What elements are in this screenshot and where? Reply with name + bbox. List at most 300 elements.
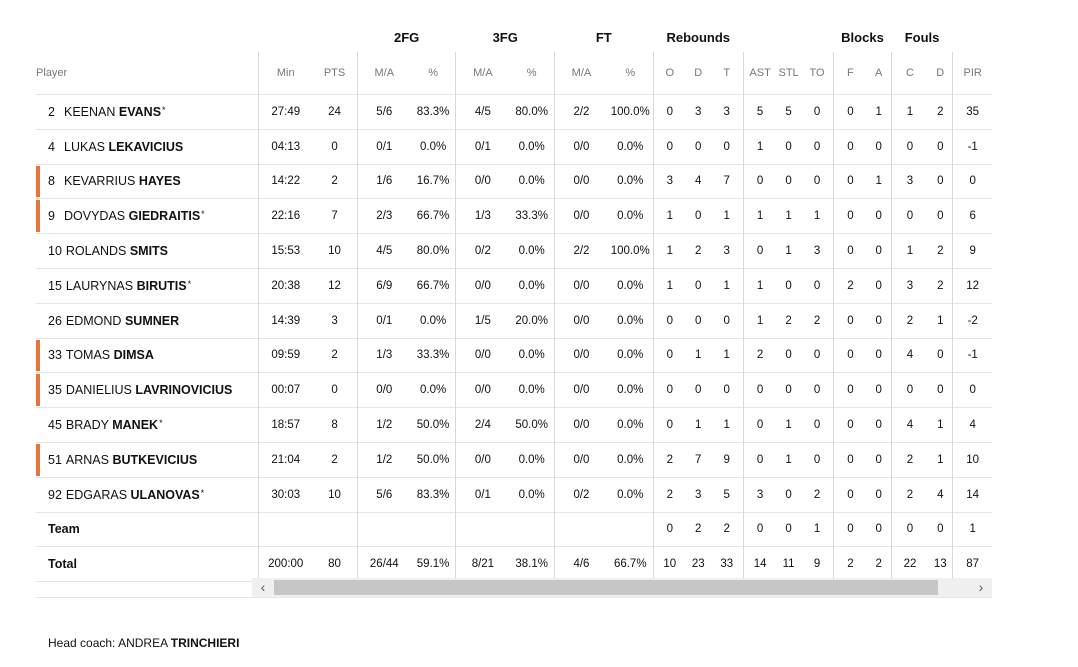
stat-ft-ma: 0/0 xyxy=(555,338,608,373)
player-first-name: EDMOND xyxy=(65,313,122,328)
player-cell xyxy=(36,199,259,234)
stat-reb-d: 2 xyxy=(686,234,711,269)
stat-2fg-pct: 80.0% xyxy=(411,234,456,269)
stat-blk-a: 0 xyxy=(867,268,892,303)
stat-ast: 14 xyxy=(743,547,776,582)
stat-2fg-pct: 50.0% xyxy=(411,408,456,443)
player-first-name: KEVARRIUS xyxy=(64,174,136,189)
stat-blk-a: 1 xyxy=(867,164,892,199)
stat-3fg-ma: 0/1 xyxy=(456,129,509,164)
table-row[interactable] xyxy=(36,95,992,130)
stat-3fg-ma xyxy=(456,512,509,547)
col-header-3fg-pct: % xyxy=(526,67,537,79)
player-cell xyxy=(36,442,259,477)
stat-pts: 0 xyxy=(312,129,357,164)
stat-blk-a: 0 xyxy=(867,338,892,373)
stat-ast: 0 xyxy=(743,234,776,269)
stat-blk-f: 2 xyxy=(834,268,867,303)
player-last-name: ULANOVAS xyxy=(130,487,200,502)
stat-blk-a: 0 xyxy=(867,477,892,512)
head-coach xyxy=(48,636,239,650)
stat-min: 09:59 xyxy=(259,338,312,373)
stat-ft-ma: 4/6 xyxy=(555,547,608,582)
player-last-name: BIRUTIS xyxy=(136,278,187,293)
col-header-blk-f: F xyxy=(834,52,867,95)
stat-foul-d: 13 xyxy=(928,547,953,582)
stat-foul-c: 0 xyxy=(891,129,928,164)
stat-3fg-pct: 0.0% xyxy=(509,477,554,512)
stat-blk-a: 0 xyxy=(867,512,892,547)
stat-pir: -1 xyxy=(953,338,992,373)
stat-ft-pct: 0.0% xyxy=(608,303,653,338)
column-header-row xyxy=(36,52,992,95)
stat-min: 14:39 xyxy=(259,303,312,338)
stat-foul-d: 1 xyxy=(928,442,953,477)
starter-mark: * xyxy=(200,487,205,498)
player-number: 9 xyxy=(48,209,55,224)
stat-min: 22:16 xyxy=(259,199,312,234)
stat-reb-o: 1 xyxy=(653,268,686,303)
player-cell xyxy=(36,234,259,269)
stat-reb-t: 0 xyxy=(711,373,744,408)
stat-reb-o: 0 xyxy=(653,512,686,547)
stat-foul-d: 0 xyxy=(928,164,953,199)
stat-3fg-pct: 38.1% xyxy=(509,547,554,582)
player-last-name: MANEK xyxy=(112,418,159,433)
player-cell xyxy=(36,477,259,512)
stat-ft-ma: 0/0 xyxy=(555,303,608,338)
player-first-name: EDGARAS xyxy=(65,487,128,502)
stat-foul-c: 3 xyxy=(891,268,928,303)
stat-2fg-ma: 1/3 xyxy=(357,338,410,373)
team-row-label: Team xyxy=(36,512,259,547)
stat-ast: 2 xyxy=(743,338,776,373)
stat-to: 0 xyxy=(801,268,834,303)
stat-blk-a: 1 xyxy=(867,95,892,130)
stat-to: 3 xyxy=(801,234,834,269)
stat-to: 0 xyxy=(801,164,834,199)
stat-to: 0 xyxy=(801,95,834,130)
stat-ast: 0 xyxy=(743,164,776,199)
stat-ast: 0 xyxy=(743,442,776,477)
stat-2fg-pct: 33.3% xyxy=(411,338,456,373)
starter-mark: * xyxy=(162,104,166,115)
stat-blk-a: 2 xyxy=(867,547,892,582)
player-first-name: BRADY xyxy=(65,418,109,433)
stat-pir: 10 xyxy=(953,442,992,477)
stat-min: 200:00 xyxy=(259,547,312,582)
table-row[interactable] xyxy=(36,442,992,477)
stat-to: 1 xyxy=(801,512,834,547)
stat-foul-c: 3 xyxy=(891,164,928,199)
player-last-name: SMITS xyxy=(129,244,169,259)
stat-stl: 11 xyxy=(776,547,801,582)
stat-3fg-ma: 2/4 xyxy=(456,408,509,443)
player-first-name: ARNAS xyxy=(65,452,109,467)
stat-2fg-ma: 5/6 xyxy=(357,477,410,512)
stat-reb-d: 7 xyxy=(686,442,711,477)
stat-ft-pct: 0.0% xyxy=(608,373,653,408)
group-header-blank-3 xyxy=(743,22,833,52)
stat-foul-d: 0 xyxy=(928,512,953,547)
stat-ast: 0 xyxy=(743,512,776,547)
stat-pts xyxy=(312,512,357,547)
head-coach-prefix: Head coach: xyxy=(48,636,119,650)
stat-reb-t: 1 xyxy=(711,408,744,443)
stat-3fg-ma: 0/0 xyxy=(456,164,509,199)
stat-reb-t: 5 xyxy=(711,477,744,512)
player-number: 15 xyxy=(48,278,62,293)
stat-3fg-ma: 0/1 xyxy=(456,477,509,512)
group-header-blank-4 xyxy=(953,22,992,52)
stat-to: 0 xyxy=(801,373,834,408)
stat-ft-pct: 0.0% xyxy=(608,164,653,199)
stat-reb-d: 3 xyxy=(686,477,711,512)
scrollbar-thumb[interactable] xyxy=(274,580,938,595)
group-header-fouls: Fouls xyxy=(904,29,940,45)
stat-stl: 0 xyxy=(776,268,801,303)
stat-min: 00:07 xyxy=(259,373,312,408)
stat-blk-a: 0 xyxy=(867,442,892,477)
stat-foul-c: 4 xyxy=(891,338,928,373)
stat-stl: 0 xyxy=(776,373,801,408)
stat-min: 30:03 xyxy=(259,477,312,512)
stat-2fg-ma: 1/2 xyxy=(357,408,410,443)
stat-blk-a: 0 xyxy=(867,373,892,408)
stat-reb-t: 0 xyxy=(711,303,744,338)
player-number: 4 xyxy=(48,139,55,154)
col-header-ft-ma: M/A xyxy=(555,52,608,95)
player-cell xyxy=(36,95,259,130)
table-row[interactable] xyxy=(36,408,992,443)
col-header-2fg-pct: % xyxy=(428,67,438,79)
stat-ft-pct: 0.0% xyxy=(608,129,653,164)
player-last-name: GIEDRAITIS xyxy=(128,209,201,224)
player-first-name: LUKAS xyxy=(64,139,105,154)
stat-foul-c: 2 xyxy=(891,303,928,338)
player-cell xyxy=(36,303,259,338)
stat-foul-d: 2 xyxy=(928,268,953,303)
stat-blk-f: 0 xyxy=(834,408,867,443)
col-header-player: Player xyxy=(36,67,68,79)
stat-min: 18:57 xyxy=(259,408,312,443)
stat-reb-o: 2 xyxy=(653,477,686,512)
stat-foul-d: 0 xyxy=(928,338,953,373)
stat-to: 0 xyxy=(801,442,834,477)
stat-foul-c: 1 xyxy=(891,234,928,269)
divider xyxy=(36,597,992,598)
stat-foul-c: 0 xyxy=(891,199,928,234)
stat-2fg-ma: 0/0 xyxy=(357,373,410,408)
player-first-name: DANIELIUS xyxy=(65,383,132,398)
stat-2fg-ma: 0/1 xyxy=(357,129,410,164)
player-last-name: SUMNER xyxy=(124,313,180,328)
stat-ast: 1 xyxy=(743,268,776,303)
stat-stl: 0 xyxy=(776,512,801,547)
table-row[interactable] xyxy=(36,338,992,373)
col-header-ast: AST xyxy=(743,52,776,95)
stat-pir: 87 xyxy=(953,547,992,582)
stat-pts: 10 xyxy=(312,477,357,512)
stat-ft-pct: 100.0% xyxy=(608,234,653,269)
player-number: 35 xyxy=(48,383,62,398)
stat-reb-t: 0 xyxy=(711,129,744,164)
table-row[interactable] xyxy=(36,268,992,303)
stat-reb-o: 0 xyxy=(653,95,686,130)
stat-ast: 3 xyxy=(743,477,776,512)
stat-stl: 1 xyxy=(776,408,801,443)
scroll-left-icon[interactable]: ‹ xyxy=(260,579,266,595)
stat-reb-o: 0 xyxy=(653,129,686,164)
group-header-row xyxy=(36,22,992,52)
stat-ft-pct: 0.0% xyxy=(608,199,653,234)
total-row-label: Total xyxy=(36,547,259,582)
head-coach-first-name: ANDREA xyxy=(118,636,168,650)
stat-to: 2 xyxy=(801,477,834,512)
stat-2fg-ma xyxy=(357,512,410,547)
group-header-rebounds: Rebounds xyxy=(666,29,731,45)
stat-3fg-pct: 0.0% xyxy=(509,268,554,303)
player-cell xyxy=(36,338,259,373)
stat-to: 0 xyxy=(801,129,834,164)
stat-blk-f: 0 xyxy=(834,477,867,512)
player-number: 45 xyxy=(48,418,62,433)
stat-pts: 8 xyxy=(312,408,357,443)
stat-pts: 24 xyxy=(312,95,357,130)
stat-3fg-pct: 0.0% xyxy=(509,442,554,477)
stat-pir: 0 xyxy=(953,373,992,408)
player-number: 92 xyxy=(48,487,62,502)
stat-blk-f: 2 xyxy=(834,547,867,582)
col-header-blk-a: A xyxy=(875,67,883,79)
stat-blk-f: 0 xyxy=(834,303,867,338)
stat-reb-d: 0 xyxy=(686,199,711,234)
player-last-name: LAVRINOVICIUS xyxy=(135,383,233,398)
head-coach-last-name: TRINCHIERI xyxy=(170,636,240,650)
stat-reb-d: 1 xyxy=(686,338,711,373)
stat-3fg-ma: 1/3 xyxy=(456,199,509,234)
table-row[interactable] xyxy=(36,303,992,338)
stat-foul-c: 0 xyxy=(891,512,928,547)
stat-reb-d: 23 xyxy=(686,547,711,582)
stat-blk-a: 0 xyxy=(867,199,892,234)
stat-blk-f: 0 xyxy=(834,234,867,269)
table-row[interactable] xyxy=(36,234,992,269)
stat-reb-t: 1 xyxy=(711,268,744,303)
stat-blk-a: 0 xyxy=(867,408,892,443)
stat-3fg-pct: 33.3% xyxy=(509,199,554,234)
stat-foul-c: 0 xyxy=(891,373,928,408)
player-first-name: TOMAS xyxy=(65,348,111,363)
stat-ft-ma: 0/0 xyxy=(555,268,608,303)
substitution-marker xyxy=(36,166,40,198)
scroll-right-icon[interactable]: › xyxy=(978,579,984,595)
stat-blk-f: 0 xyxy=(834,512,867,547)
group-header-ft: FT xyxy=(595,29,612,45)
stat-2fg-ma: 0/1 xyxy=(357,303,410,338)
stat-2fg-pct: 16.7% xyxy=(411,164,456,199)
player-first-name: LAURYNAS xyxy=(65,278,134,293)
stat-2fg-pct: 83.3% xyxy=(411,477,456,512)
player-number: 51 xyxy=(48,452,62,467)
horizontal-scrollbar[interactable] xyxy=(252,578,992,597)
player-number: 33 xyxy=(48,348,62,363)
stat-2fg-pct: 0.0% xyxy=(411,129,456,164)
stat-3fg-ma: 0/0 xyxy=(456,268,509,303)
stat-reb-d: 3 xyxy=(686,95,711,130)
player-cell xyxy=(36,129,259,164)
stat-3fg-ma: 0/0 xyxy=(456,442,509,477)
stat-reb-t: 9 xyxy=(711,442,744,477)
starter-mark: * xyxy=(201,209,205,220)
player-number: 26 xyxy=(48,313,62,328)
stat-to: 0 xyxy=(801,338,834,373)
stat-blk-a: 0 xyxy=(867,303,892,338)
stat-2fg-ma: 1/6 xyxy=(357,164,410,199)
stat-2fg-pct: 0.0% xyxy=(411,373,456,408)
substitution-marker xyxy=(36,374,40,406)
stat-reb-t: 3 xyxy=(711,95,744,130)
stat-2fg-ma: 2/3 xyxy=(357,199,410,234)
stat-reb-d: 0 xyxy=(686,129,711,164)
stat-ft-pct xyxy=(608,512,653,547)
stat-foul-d: 0 xyxy=(928,199,953,234)
stat-2fg-pct: 66.7% xyxy=(411,268,456,303)
stat-ast: 0 xyxy=(743,408,776,443)
stat-min: 04:13 xyxy=(259,129,312,164)
stat-3fg-pct: 0.0% xyxy=(509,373,554,408)
stat-ft-pct: 0.0% xyxy=(608,408,653,443)
stat-to: 1 xyxy=(801,199,834,234)
table-row[interactable] xyxy=(36,477,992,512)
stat-blk-f: 0 xyxy=(834,199,867,234)
stat-foul-d: 0 xyxy=(928,129,953,164)
stat-reb-t: 7 xyxy=(711,164,744,199)
col-header-stl: STL xyxy=(778,67,799,79)
stat-stl: 0 xyxy=(776,338,801,373)
player-cell xyxy=(36,373,259,408)
stat-to: 9 xyxy=(801,547,834,582)
stat-2fg-ma: 1/2 xyxy=(357,442,410,477)
stat-reb-d: 0 xyxy=(686,303,711,338)
stat-min: 20:38 xyxy=(259,268,312,303)
stat-reb-d: 4 xyxy=(686,164,711,199)
stat-3fg-ma: 0/2 xyxy=(456,234,509,269)
stat-stl: 2 xyxy=(776,303,801,338)
stat-pir: 6 xyxy=(953,199,992,234)
stat-blk-f: 0 xyxy=(834,442,867,477)
stat-reb-o: 2 xyxy=(653,442,686,477)
team-row xyxy=(36,512,992,547)
stat-2fg-pct: 66.7% xyxy=(411,199,456,234)
stat-pir: 0 xyxy=(953,164,992,199)
stat-blk-f: 0 xyxy=(834,95,867,130)
stat-stl: 1 xyxy=(776,442,801,477)
stat-pts: 3 xyxy=(312,303,357,338)
stat-3fg-ma: 0/0 xyxy=(456,338,509,373)
stat-pir: 14 xyxy=(953,477,992,512)
stat-reb-o: 0 xyxy=(653,338,686,373)
stat-pts: 2 xyxy=(312,338,357,373)
table-row[interactable] xyxy=(36,164,992,199)
stat-foul-c: 2 xyxy=(891,442,928,477)
stat-ft-pct: 0.0% xyxy=(608,338,653,373)
stat-ft-ma: 0/0 xyxy=(555,442,608,477)
player-cell xyxy=(36,268,259,303)
boxscore-table-container xyxy=(36,22,992,582)
table-row[interactable] xyxy=(36,199,992,234)
col-header-reb-o: O xyxy=(653,52,686,95)
table-row[interactable] xyxy=(36,373,992,408)
stat-foul-c: 2 xyxy=(891,477,928,512)
stat-reb-o: 1 xyxy=(653,234,686,269)
stat-min: 14:22 xyxy=(259,164,312,199)
stat-ft-ma: 0/2 xyxy=(555,477,608,512)
player-last-name: DIMSA xyxy=(113,348,154,363)
stat-2fg-ma: 5/6 xyxy=(357,95,410,130)
table-row[interactable] xyxy=(36,129,992,164)
stat-3fg-pct: 0.0% xyxy=(509,129,554,164)
stat-2fg-pct: 59.1% xyxy=(411,547,456,582)
stat-3fg-ma: 8/21 xyxy=(456,547,509,582)
stat-reb-o: 0 xyxy=(653,303,686,338)
player-last-name: HAYES xyxy=(138,174,181,189)
stat-foul-c: 4 xyxy=(891,408,928,443)
stat-reb-d: 2 xyxy=(686,512,711,547)
stat-stl: 0 xyxy=(776,164,801,199)
stat-ft-pct: 0.0% xyxy=(608,477,653,512)
player-first-name: DOVYDAS xyxy=(64,209,126,224)
stat-foul-d: 2 xyxy=(928,95,953,130)
substitution-marker xyxy=(36,340,40,372)
group-header-blank xyxy=(36,22,259,52)
stat-3fg-pct: 0.0% xyxy=(509,164,554,199)
stat-blk-f: 0 xyxy=(834,164,867,199)
stat-2fg-ma: 26/44 xyxy=(357,547,410,582)
stat-ft-ma: 0/0 xyxy=(555,164,608,199)
stat-reb-t: 1 xyxy=(711,338,744,373)
stat-reb-t: 2 xyxy=(711,512,744,547)
stat-2fg-pct: 0.0% xyxy=(411,303,456,338)
stat-stl: 1 xyxy=(776,234,801,269)
stat-ft-ma: 0/0 xyxy=(555,129,608,164)
stat-ft-ma: 0/0 xyxy=(555,199,608,234)
col-header-pir: PIR xyxy=(953,52,992,95)
col-header-foul-c: C xyxy=(891,52,928,95)
stat-reb-o: 0 xyxy=(653,408,686,443)
stat-stl: 0 xyxy=(776,129,801,164)
starter-mark: * xyxy=(187,278,192,289)
group-header-blocks: Blocks xyxy=(841,29,884,45)
stat-to: 2 xyxy=(801,303,834,338)
stat-min: 21:04 xyxy=(259,442,312,477)
stat-3fg-pct: 0.0% xyxy=(509,338,554,373)
stat-to: 0 xyxy=(801,408,834,443)
stat-blk-f: 0 xyxy=(834,373,867,408)
stat-blk-f: 0 xyxy=(834,129,867,164)
stat-2fg-ma: 6/9 xyxy=(357,268,410,303)
stat-reb-t: 33 xyxy=(711,547,744,582)
stat-stl: 5 xyxy=(776,95,801,130)
stat-ft-pct: 100.0% xyxy=(608,95,653,130)
player-cell xyxy=(36,408,259,443)
stat-3fg-pct: 80.0% xyxy=(509,95,554,130)
boxscore-table xyxy=(36,22,992,582)
stat-ast: 1 xyxy=(743,303,776,338)
stat-reb-o: 0 xyxy=(653,373,686,408)
stat-pts: 0 xyxy=(312,373,357,408)
stat-pts: 12 xyxy=(312,268,357,303)
